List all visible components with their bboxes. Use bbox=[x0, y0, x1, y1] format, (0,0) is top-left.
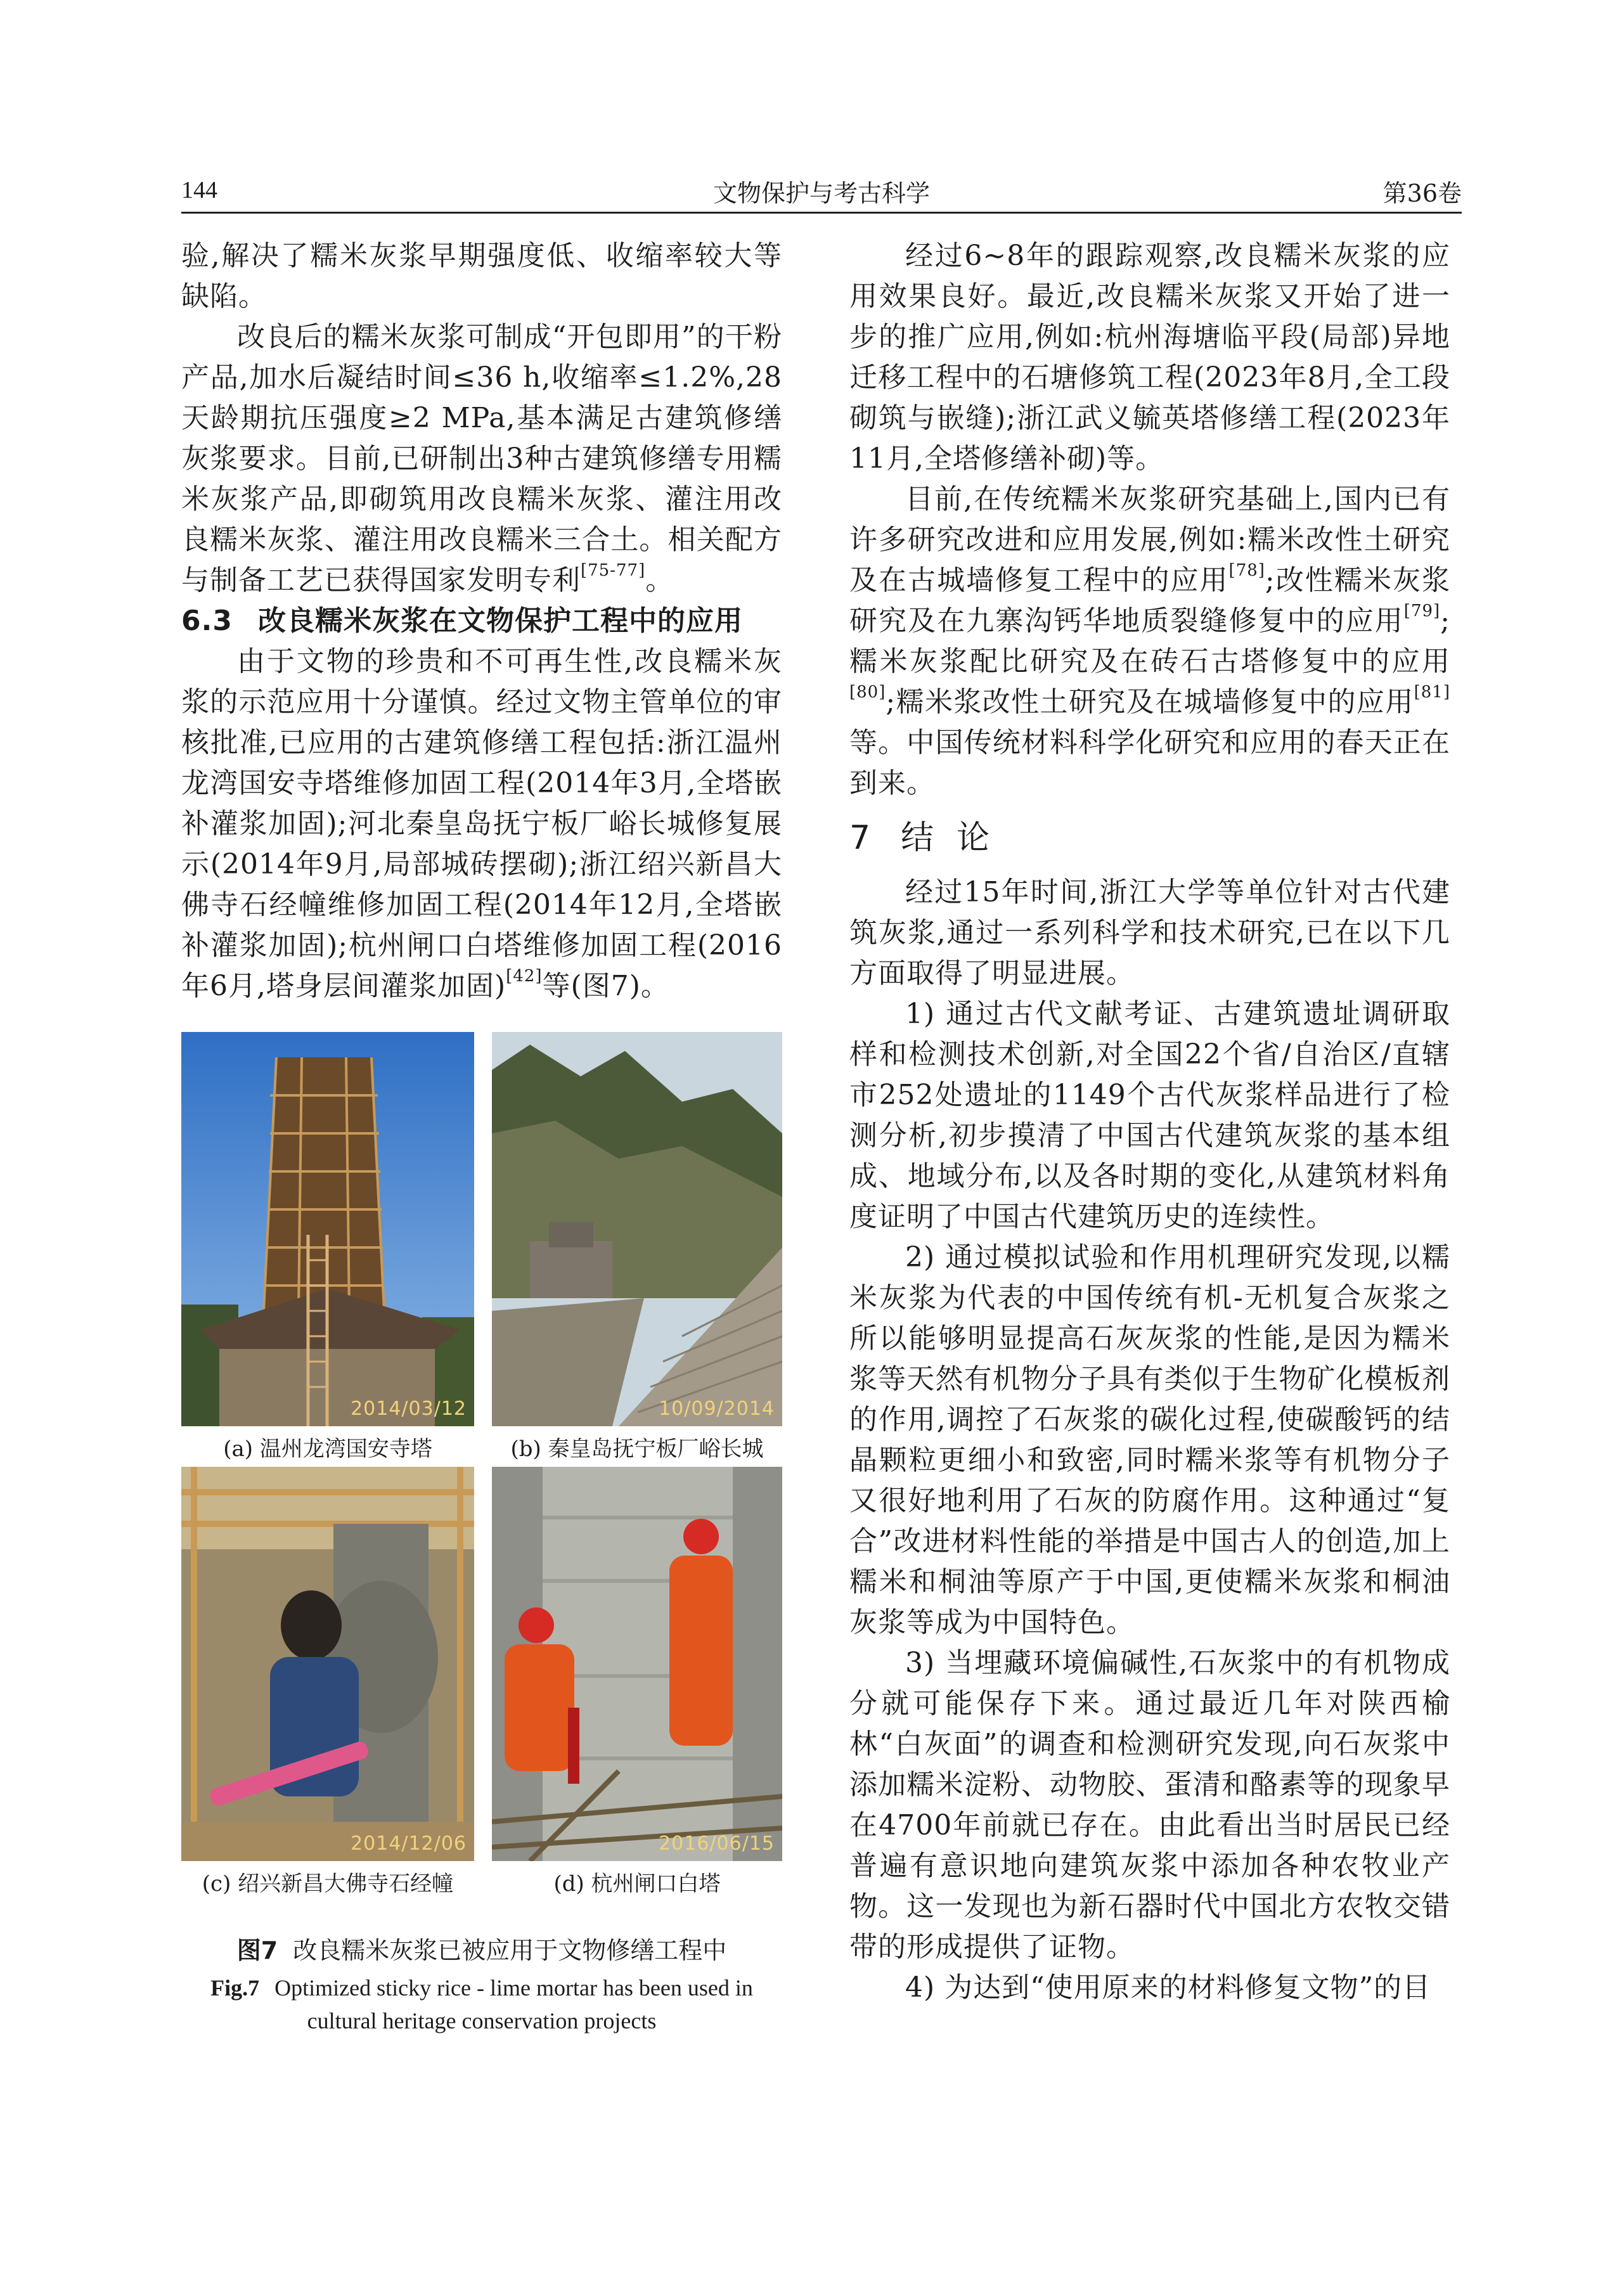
photo-stone-pillar-worker bbox=[181, 1467, 474, 1861]
citation: [78] bbox=[1228, 561, 1265, 581]
running-header bbox=[181, 170, 1462, 208]
figure-7 bbox=[181, 1032, 782, 2022]
header-rule bbox=[181, 212, 1462, 214]
journal-name: 文物保护与考古科学 bbox=[712, 179, 930, 207]
citation: [79] bbox=[1403, 602, 1441, 621]
paragraph: 经过15年时间,浙江大学等单位针对古代建筑灰浆,通过一系列科学和技术研究,已在以下几方面取得了明显进展。 bbox=[849, 876, 1450, 989]
photo-date-stamp: 2014/12/06 bbox=[351, 1833, 467, 1855]
photo-date-stamp: 10/09/2014 bbox=[659, 1398, 775, 1420]
photo-date-stamp: 2016/06/15 bbox=[659, 1833, 775, 1855]
subfigure-caption-b: (b) 秦皇岛抚宁板厂峪长城 bbox=[510, 1436, 764, 1462]
photo-date-stamp: 2014/03/12 bbox=[351, 1398, 467, 1420]
subfigure-caption-d: (d) 杭州闸口白塔 bbox=[553, 1871, 721, 1897]
citation: [81] bbox=[1414, 683, 1450, 702]
subfigure-caption-a: (a) 温州龙湾国安寺塔 bbox=[223, 1436, 432, 1462]
section-heading-6-3: 6.3 改良糯米灰浆在文物保护工程中的应用 bbox=[181, 605, 743, 637]
citation: [80] bbox=[849, 683, 886, 702]
paragraph: 由于文物的珍贵和不可再生性,改良糯米灰浆的示范应用十分谨慎。经过文物主管单位的审核批准,已应用的古建筑修缮工程包括:浙江温州龙湾国安寺塔维修加固工程(2014年3月,全塔嵌补灌浆加固);河北秦皇岛抚宁板厂峪长城修复展示(2014年9月,局部城砖摆砌);浙江绍兴新昌大佛寺石经幢维修加固工程(2014年12月,全塔嵌补灌浆加固);杭州闸口白塔维修加固工程(2016年6月,塔身层间灌浆加固)[42]等(图7)。 bbox=[181, 645, 782, 1002]
photo-pagoda-scaffolding bbox=[181, 1032, 474, 1426]
paragraph: 目前,在传统糯米灰浆研究基础上,国内已有许多研究改进和应用发展,例如:糯米改性土研究及在古城墙修复工程中的应用[78];改性糯米灰浆研究及在九寨沟钙华地质裂缝修复中的应用[79];糯米灰浆配比研究及在砖石古塔修复中的应用[80];糯米浆改性土研究及在城墙修复中的应用[81]等。中国传统材料科学化研究和应用的春天正在到来。 bbox=[849, 483, 1450, 799]
figure-title-en: Fig.7 Optimized sticky rice - lime mortar has been used in cultural heritage conservation projects bbox=[210, 1975, 753, 2033]
citation: [42] bbox=[506, 967, 543, 986]
figure-title-zh: 图7 改良糯米灰浆已被应用于文物修缮工程中 bbox=[236, 1937, 727, 1964]
page-number: 144 bbox=[181, 177, 217, 203]
subfigure-caption-c: (c) 绍兴新昌大佛寺石经幢 bbox=[202, 1871, 454, 1897]
paragraph: 3) 当埋藏环境偏碱性,石灰浆中的有机物成分就可能保存下来。通过最近几年对陕西榆林“白灰面”的调查和检测研究发现,向石灰浆中添加糯米淀粉、动物胶、蛋清和酪素等的现象早在4700年前就已存在。由此看出当时居民已经普遍有意识地向建筑灰浆中添加各种农牧业产物。这一发现也为新石器时代中国北方农牧交错带的形成提供了证物。 bbox=[849, 1647, 1450, 1963]
paragraph: 2) 通过模拟试验和作用机理研究发现,以糯米灰浆为代表的中国传统有机-无机复合灰浆之所以能够明显提高石灰灰浆的性能,是因为糯米浆等天然有机物分子具有类似于生物矿化模板剂的作用,调控了石灰浆的碳化过程,使碳酸钙的结晶颗粒更细小和致密,同时糯米浆等有机物分子又很好地利用了石灰的防腐作用。这种通过“复合”改进材料性能的举措是中国古人的创造,加上糯米和桐油等原产于中国,更使糯米灰浆和桐油灰浆等成为中国特色。 bbox=[849, 1241, 1450, 1639]
right-column bbox=[849, 236, 1450, 2008]
paragraph: 验,解决了糯米灰浆早期强度低、收缩率较大等缺陷。 bbox=[181, 240, 782, 313]
photo-great-wall bbox=[492, 1032, 782, 1426]
section-heading-7: 7 结论 bbox=[849, 819, 1013, 857]
paragraph: 4) 为达到“使用原来的材料修复文物”的目 bbox=[905, 1971, 1431, 2004]
paragraph: 改良后的糯米灰浆可制成“开包即用”的干粉产品,加水后凝结时间≤36 h,收缩率≤1.2%,28天龄期抗压强度≥2 MPa,基本满足古建筑修缮灰浆要求。目前,已研制出3种古建筑修缮专用糯米灰浆产品,即砌筑用改良糯米灰浆、灌注用改良糯米灰浆、灌注用改良糯米三合土。相关配方与制备工艺已获得国家发明专利[75-77]。 bbox=[181, 321, 782, 596]
paragraph: 1) 通过古代文献考证、古建筑遗址调研取样和检测技术创新,对全国22个省/自治区/直辖市252处遗址的1149个古代灰浆样品进行了检测分析,初步摸清了中国古代建筑灰浆的基本组成、地域分布,以及各时期的变化,从建筑材料角度证明了中国古代建筑历史的连续性。 bbox=[849, 998, 1450, 1233]
paragraph: 经过6~8年的跟踪观察,改良糯米灰浆的应用效果良好。最近,改良糯米灰浆又开始了进一步的推广应用,例如:杭州海塘临平段(局部)异地迁移工程中的石塘修筑工程(2023年8月,全工段砌筑与嵌缝);浙江武义毓英塔修缮工程(2023年11月,全塔修缮补砌)等。 bbox=[849, 240, 1450, 475]
left-column bbox=[181, 236, 782, 1007]
volume-label: 第36卷 bbox=[1382, 179, 1462, 207]
citation: [75-77] bbox=[581, 561, 646, 581]
photo-white-pagoda-workers bbox=[492, 1467, 782, 1861]
